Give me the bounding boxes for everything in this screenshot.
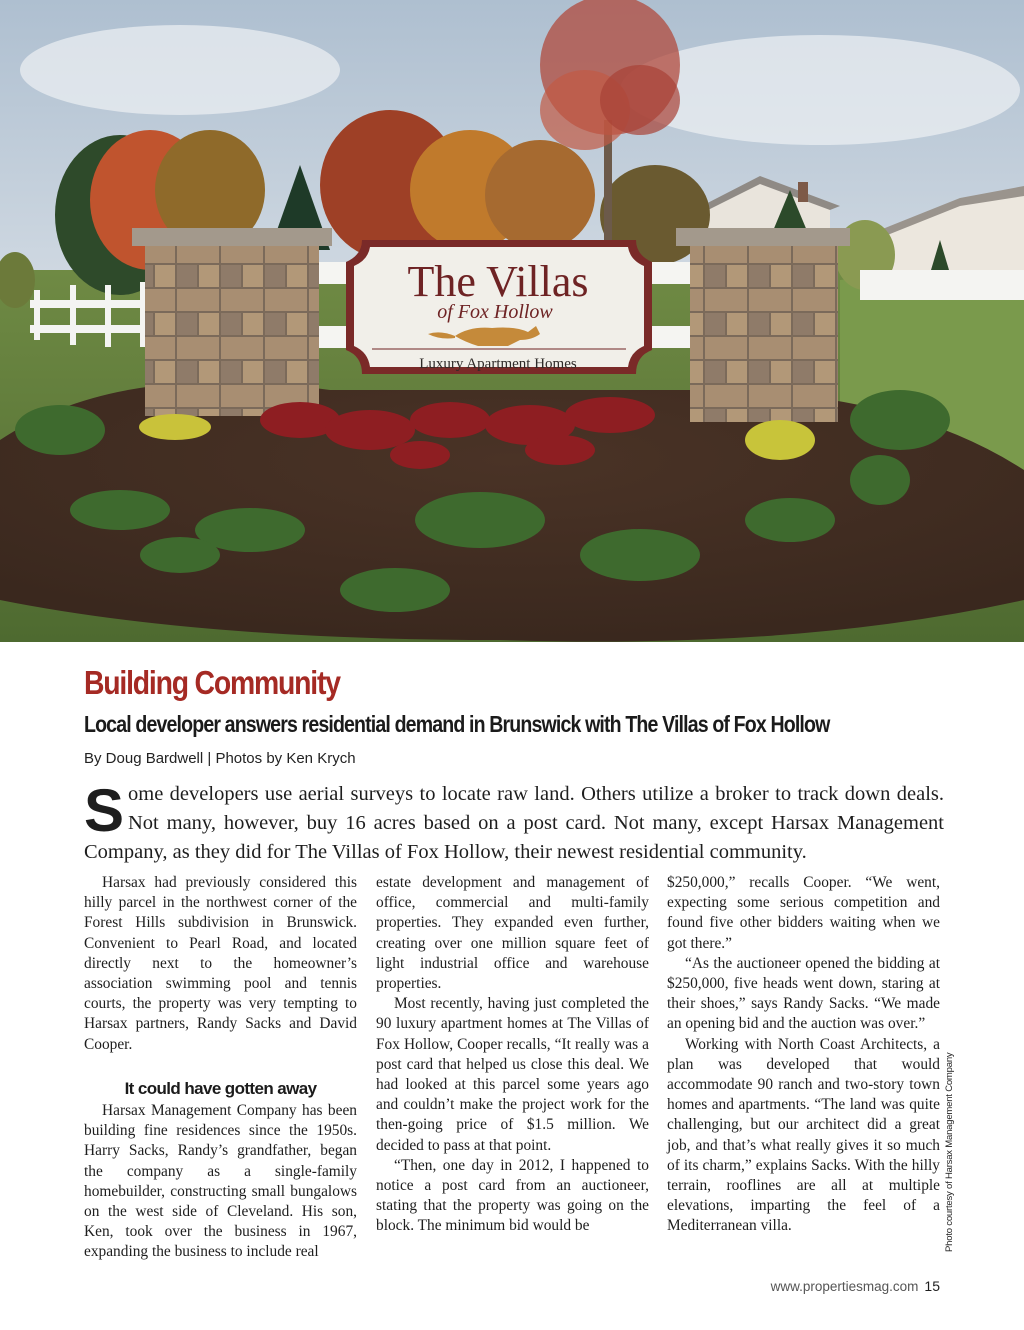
article-subtitle: Local developer answers residential demand in Brunswick with The Villas of Fox Hollow [84,711,830,737]
body-column-3 [667,873,940,1237]
paragraph: $250,000,” recalls Cooper. “We went, expecting some serious competition and found five other bidders waiting when we got there.” [667,874,940,952]
photo-credit: Photo courtesy of Harsax Management Company [944,1052,955,1252]
paragraph: “Then, one day in 2012, I happened to notice a post card from an auctioneer, stating that the property was going on the block. The minimum bid would be [376,1156,649,1235]
website-link[interactable]: www.propertiesmag.com [770,1279,919,1294]
paragraph: Harsax had previously considered this hilly parcel in the northwest corner of the Forest Hills subdivision in Brunswick. Convenient to Pearl Road, and located directly next to the homeowner’s association swimming pool and tennis courts, the property was very tempting to Harsax partners, Randy Sacks and David Cooper. [84,874,357,1053]
paragraph: estate development and management of office, commercial and multi-family properties. They expanded even further, creating over one million square feet of light industrial office and warehouse properties. [376,874,649,993]
article-title: Building Community [84,664,340,701]
drop-cap: S [84,777,125,844]
lede-line: Company, as they did for The Villas of Fox Hollow, their newest residential community. [84,841,807,863]
paragraph: Harsax Management Company has been building fine residences since the 1950s. Harry Sacks, Randy’s grandfather, began the company as a single-family homebuilder, constructing small bungalows on the west side of Cleveland. His son, Ken, took over the business in 1967, expanding the business to include real [84,1102,357,1261]
sign-title: The Villas [407,257,589,306]
lede-line: Not many, however, buy 16 acres based on a post card. Not many, except Harsax Management [128,812,944,834]
lede-paragraph [84,777,944,867]
sign-photo-illustration [0,0,1024,642]
section-subhead: It could have gotten away [124,1078,317,1098]
byline: By Doug Bardwell | Photos by Ken Krych [84,750,356,767]
sign-location: of Fox Hollow [437,301,553,323]
sign-tagline: Luxury Apartment Homes [419,356,577,372]
paragraph: “As the auctioneer opened the bidding at $250,000, five heads went down, staring at their shoes,” says Randy Sacks. “We made an opening bid and the auction was over.” [667,954,940,1033]
body-column-1 [84,873,357,1263]
paragraph: Most recently, having just completed the 90 luxury apartment homes at The Villas of Fox Hollow, Cooper recalls, “It really was a post card that helped us close this deal. We had looked at this parcel some years ago and couldn’t make the project work for the then-going price of $1.5 million. We decided to pass at that point. [376,995,649,1154]
page-footer [771,1278,940,1294]
page-number: 15 [924,1278,940,1294]
paragraph: Working with North Coast Architects, a plan was developed that would accommodate 90 ranch and two-story town homes and apartments. “The land was quite challenging, but our architect did a great job, and that’s what really gives it so much of its charm,” explains Sacks. With the hilly terrain, rooflines are all at multiple elevations, imparting the feel of a Mediterranean villa. [667,1035,940,1235]
hero-photo [0,0,1024,642]
lede-line: ome developers use aerial surveys to locate raw land. Others utilize a broker to track down deals. [128,783,944,805]
body-column-2 [376,873,649,1237]
